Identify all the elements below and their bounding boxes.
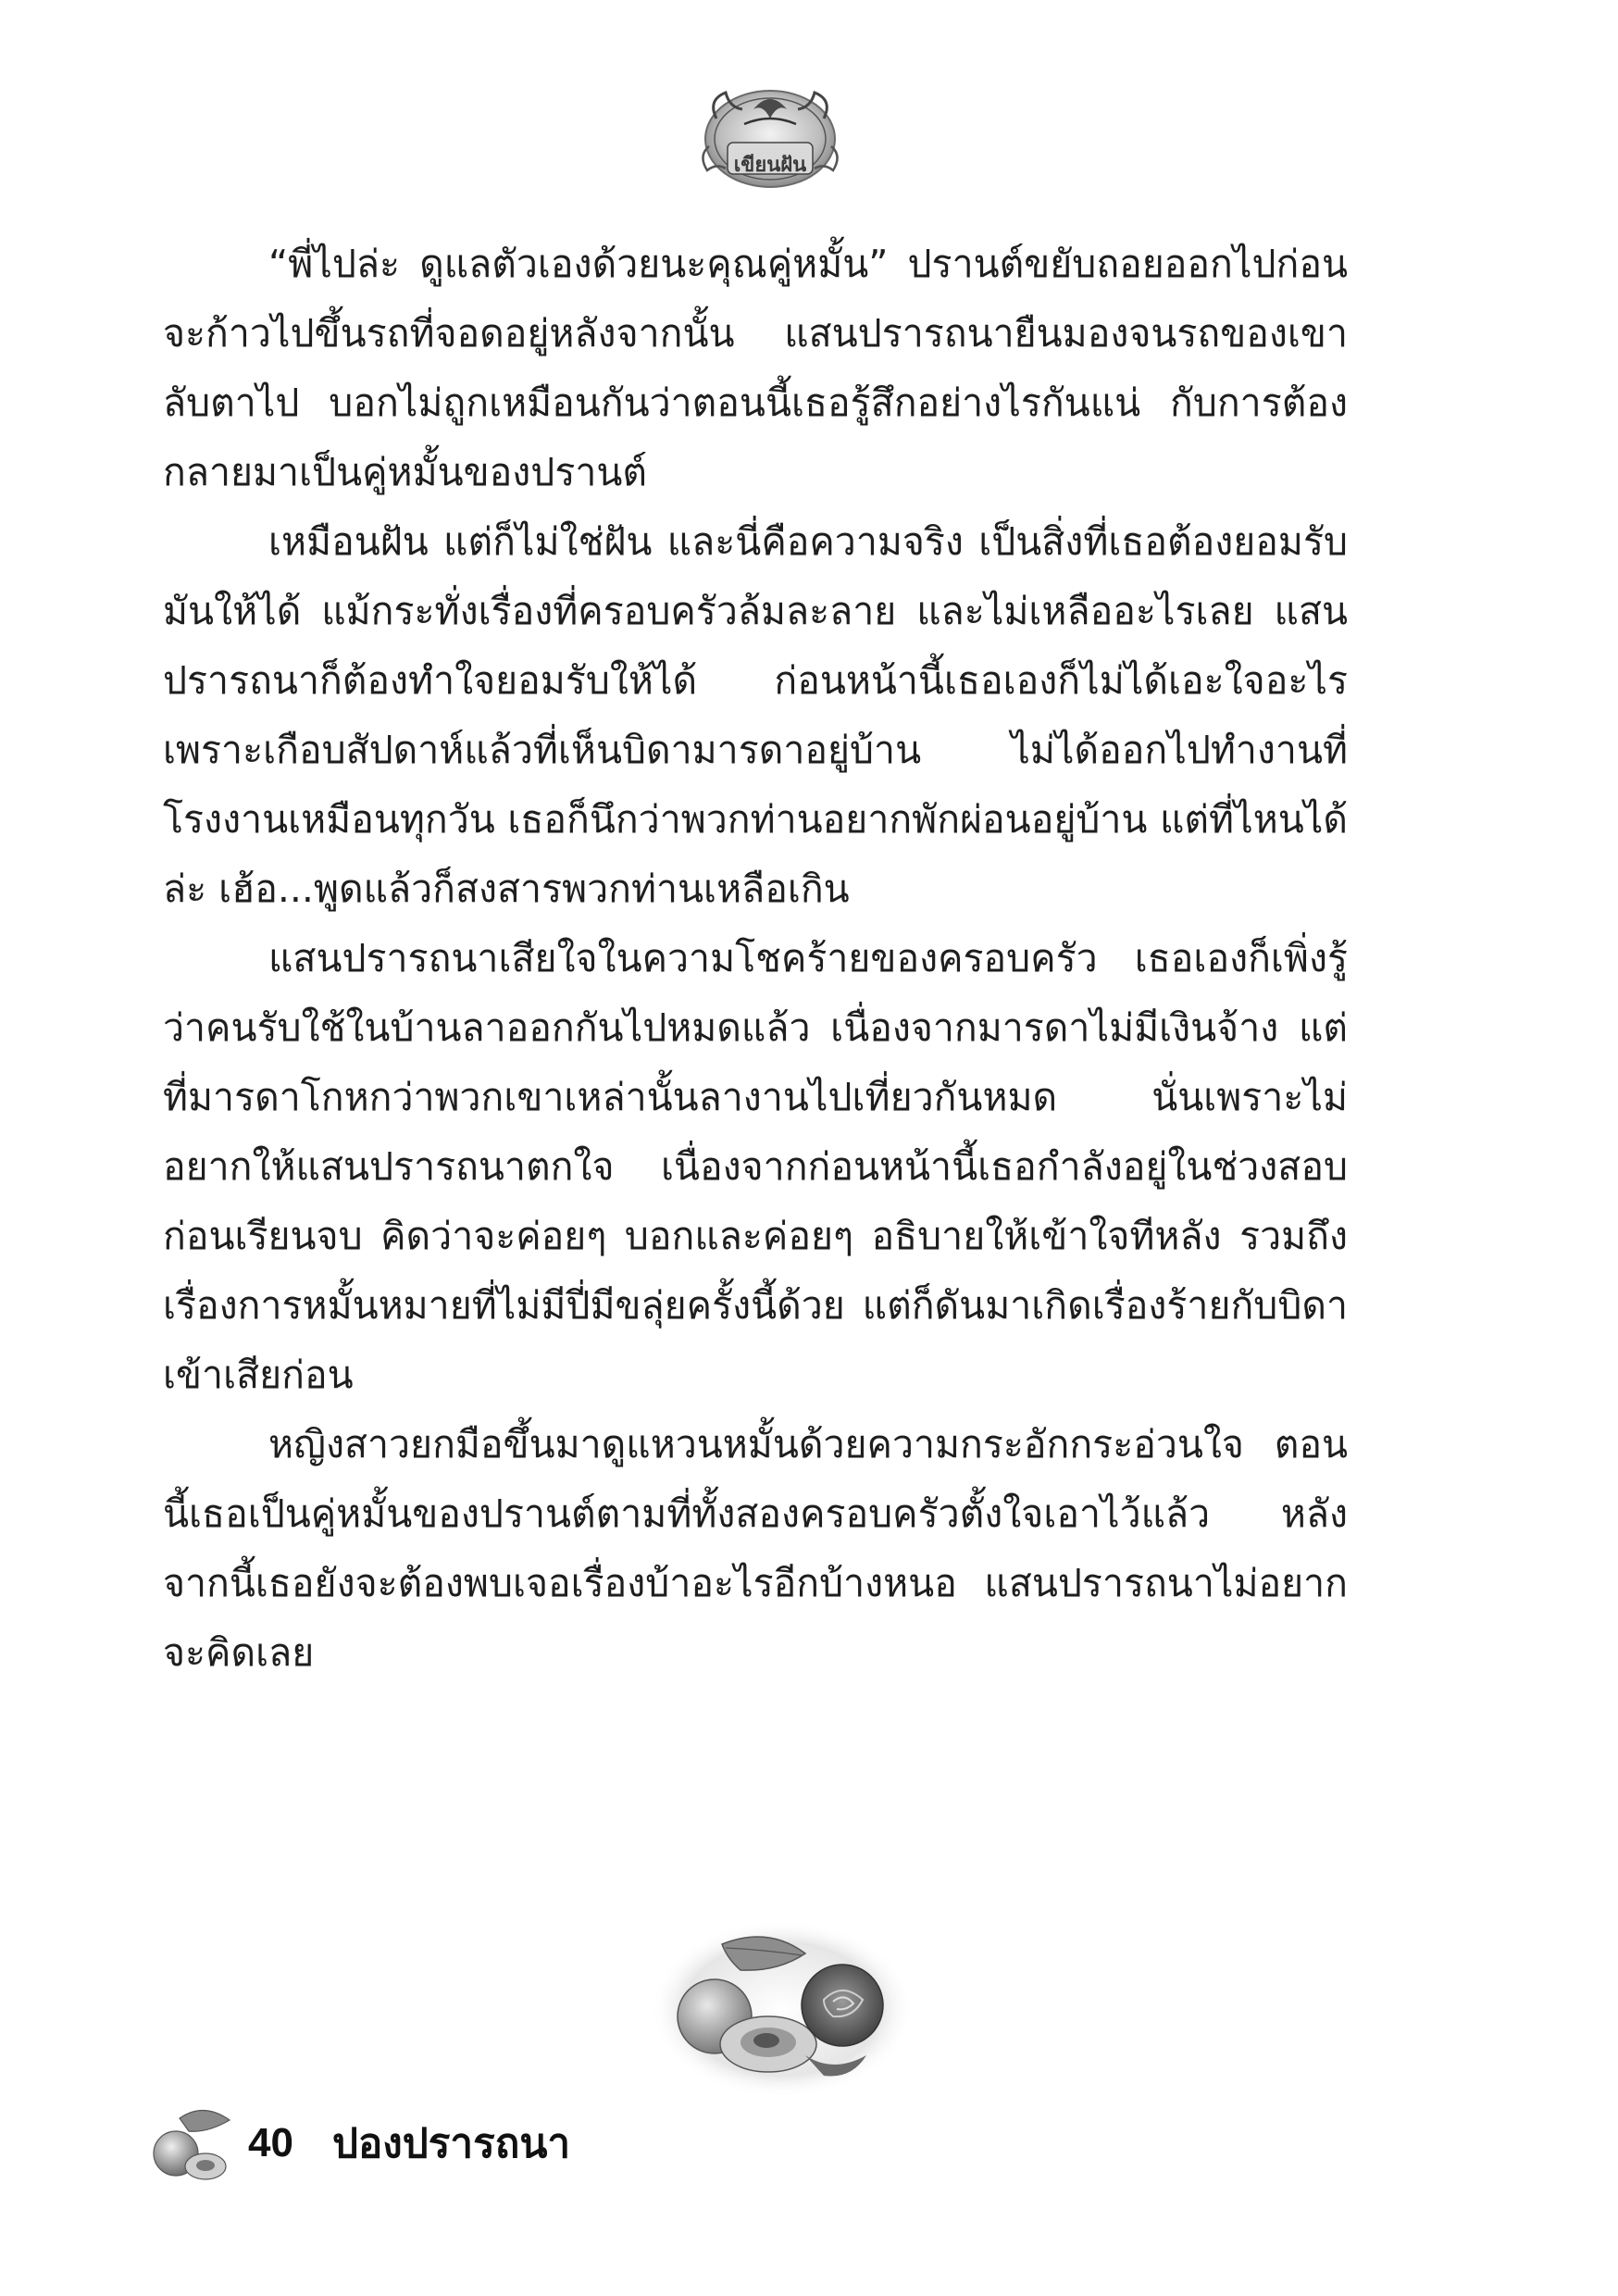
logo-text: เขียนฝัน — [733, 154, 807, 177]
page-footer — [148, 2102, 570, 2185]
fruit-rose-icon — [648, 1916, 916, 2102]
page-number: 40 — [248, 2120, 293, 2165]
paragraph: เหมือนฝัน แต่ก็ไม่ใช่ฝัน และนี่คือความจริง เป็นสิ่งที่เธอต้องยอมรับมันให้ได้ แม้กระทั่งเรื่องที่ครอบครัวล้มละลาย และไม่เหลืออะไรเลย แสนปรารถนาก็ต้องทำใจยอมรับให้ได้ ก่อนหน้านี้เธอเองก็ไม่ได้เอะใจอะไร เพราะเกือบสัปดาห์แล้วที่เห็นบิดามารดาอยู่บ้าน ไม่ได้ออกไปทำงานที่โรงงานเหมือนทุกวัน เธอก็นึกว่าพวกท่านอยากพักผ่อนอยู่บ้าน แต่ที่ไหนได้ล่ะ เฮ้อ...พูดแล้วก็สงสารพวกท่านเหลือเกิน — [163, 519, 1348, 911]
paragraph: แสนปรารถนาเสียใจในความโชคร้ายของครอบครัว เธอเองก็เพิ่งรู้ว่าคนรับใช้ในบ้านลาออกกันไปหมดแล้ว เนื่องจากมารดาไม่มีเงินจ้าง แต่ที่มารดาโกหกว่าพวกเขาเหล่านั้นลางานไปเที่ยวกันหมด นั่นเพราะไม่อยากให้แสนปรารถนาตกใจ เนื่องจากก่อนหน้านี้เธอกำลังอยู่ในช่วงสอบก่อนเรียนจบ คิดว่าจะค่อยๆ บอกและค่อยๆ อธิบายให้เข้าใจทีหลัง รวมถึงเรื่องการหมั้นหมายที่ไม่มีปี่มีขลุ่ยครั้งนี้ด้วย แต่ก็ดันมาเกิดเรื่องร้ายกับบิดาเข้าเสียก่อน — [163, 936, 1348, 1397]
book-title: ปองปรารถนา — [331, 2120, 571, 2167]
paragraph: “พี่ไปล่ะ ดูแลตัวเองด้วยนะคุณคู่หมั้น” ปรานต์ขยับถอยออกไปก่อนจะก้าวไปขึ้นรถที่จอดอยู่หลังจากนั้น แสนปรารถนายืนมองจนรถของเขาลับตาไป บอกไม่ถูกเหมือนกันว่าตอนนี้เธอรู้สึกอย่างไรกันแน่ กับการต้องกลายมาเป็นคู่หมั้นของปรานต์ — [163, 242, 1348, 494]
body-text — [163, 230, 1348, 1688]
fruit-icon — [148, 2102, 237, 2185]
publisher-logo — [689, 81, 852, 193]
fruit-rose-ornament — [648, 1916, 916, 2102]
paragraph: หญิงสาวยกมือขึ้นมาดูแหวนหมั้นด้วยความกระอักกระอ่วนใจ ตอนนี้เธอเป็นคู่หมั้นของปรานต์ตามที่ทั้งสองครอบครัวตั้งใจเอาไว้แล้ว หลังจากนี้เธอยังจะต้องพบเจอเรื่องบ้าอะไรอีกบ้างหนอ แสนปรารถนาไม่อยากจะคิดเลย — [163, 1422, 1348, 1675]
